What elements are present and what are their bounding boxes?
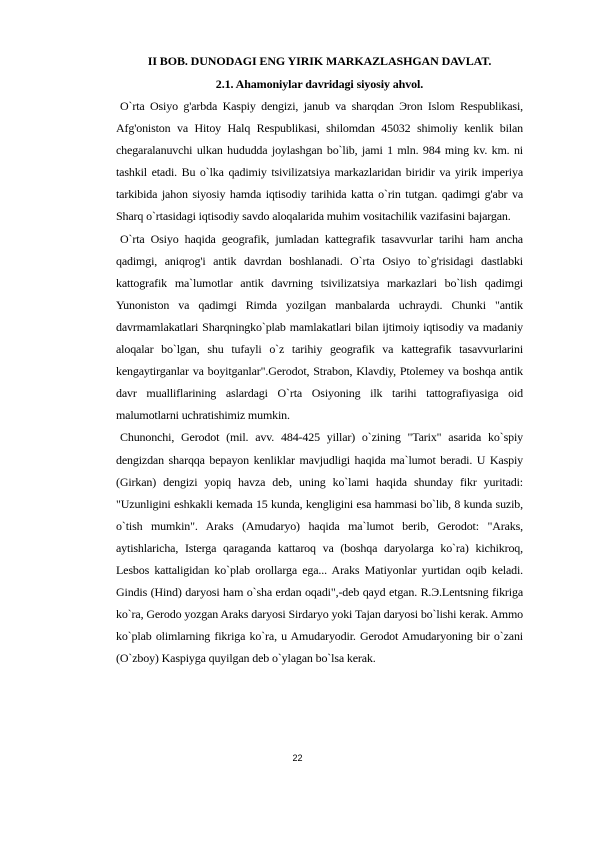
paragraph-1: O`rta Osiyo g'arbda Kaspiy dengizi, janub va sharqdan Эron Islom Respublikasi, Afg'oniston va Hitoy Halq Respublikasi, shilomdan 45032 shimoliy kenlik bilan chegaralanuvchi ulkan hududda joylashgan bo`lib, jami 1 mln. 984 ming kv. km. ni tashkil etadi. Bu o`lka qadimiy tsivilizatsiya markazlaridan biridir va yirik imperiya tarkibida jahon siyosiy hamda iqtisodiy tarihida katta o`rin tutgan. qadimgi g'abr va Sharq o`rtasidagi iqtisodiy savdo aloqalarida muhim vositachilik vazifasini bajargan. [116, 99, 523, 224]
paragraph-3: Chunonchi, Gerodot (mil. avv. 484-425 yillar) o`zining "Tarix" asarida ko`spiy dengizdan sharqqa bepayon kenliklar mavjudligi haqida ma`lumot beradi. U Kaspiy (Girkan) dengizi yopiq havza deb, uning ko`lami haqida shunday fikr yuritadi: "Uzunligini eshkakli kemada 15 kunda, kengligini esa hammasi bo`lib, 8 kunda suzib, o`tish mumkin". Araks (Amudaryo) haqida ma`lumot berib, Gerodot: "Araks, aytishlaricha, Isterga qaraganda kattaroq va (boshqa daryolarga ko`ra) kichikroq, Lesbos kattaligidan ko`plab orollarga ega... Araks Matiyonlar yurtidan oqib keladi. Gindis (Hind) daryosi ham o`sha erdan oqadi",-deb qayd etgan. R.Э.Lentsning fikriga ko`ra, Gerodo yozgan Araks daryosi Sirdaryo yoki Tajan daryosi bo`lishi kerak. Ammo ko`plab olimlarning fikriga ko`ra, u Amudaryodir. Gerodot Amudaryoning bir o`zani (O`zboy) Kaspiyga quyilgan deb o`ylagan bo`lsa kerak. [116, 430, 523, 666]
section-title: 2.1. Ahamoniylar davridagi siyosiy ahvol. [215, 77, 424, 91]
page-number: 22 [292, 753, 303, 763]
chapter-title: II BOB. DUNODAGI ENG YIRIK MARKAZLASHGAN DAVLAT. [147, 54, 492, 68]
page-content [116, 49, 523, 669]
paragraph-2: O`rta Osiyo haqida geografik, jumladan kattegrafik tasavvurlar tarihi ham ancha qadimgi, aniqrog'i antik davrdan boshlanadi. O`rta Osiyo to`g'risidagi dastlabki kattografik ma`lumotlar antik davrning tsivilizatsiya markazlari bo`lish qadimgi Yunoniston va qadimgi Rimda yozilgan manbalarda uchraydi. Chunki "antik davrmamlakatlari Sharqningko`plab mamlakatlari bilan ijtimoiy iqtisodiy va madaniy aloqalar bo`lgan, shu tufayli o`z tarihiy geografik va kattegrafik tasavvurlarini kengaytirganlar va boyitganlar".Gerodot, Strabon, Klavdiy, Ptolemey va boshqa antik davr mualliflarining aslardagi O`rta Osiyoning ilk tarihi tattografiyasiga oid malumotlarni uchratishimiz mumkin. [116, 231, 523, 423]
